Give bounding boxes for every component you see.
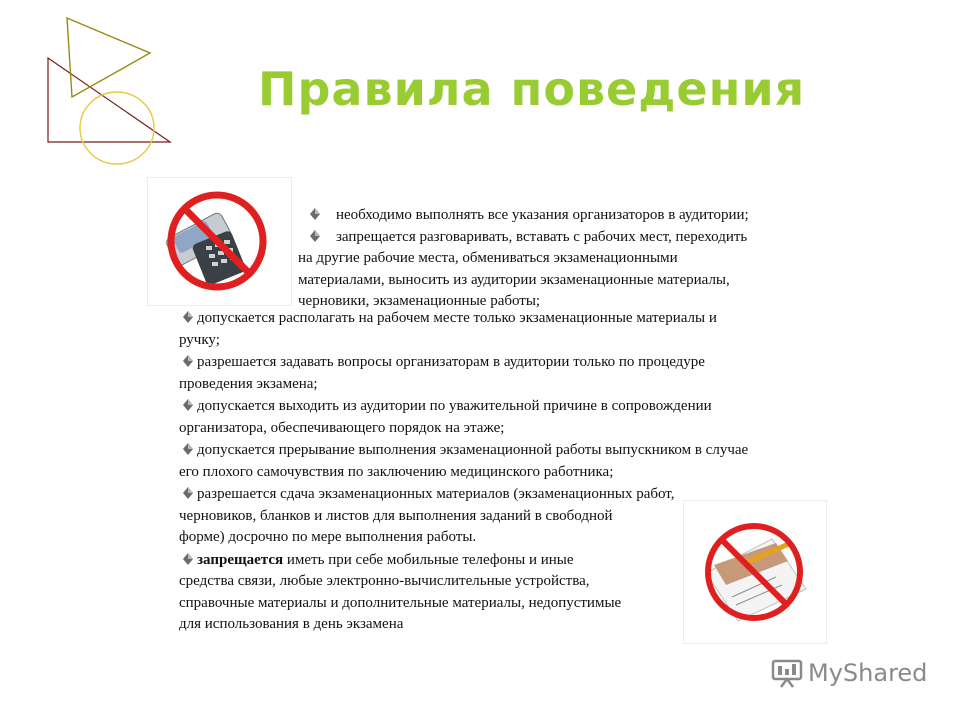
- list-item: запрещается иметь при себе мобильные телефоны и иные средства связи, любые электронно-вычислительные устройства, справочные материалы и дополнительные материалы, недопустимые для использования в день экзамена: [179, 551, 622, 632]
- list-item: разрешается сдача экзаменационных материалов (экзаменационных работ, черновиков, бланков и листов для выполнения заданий в свободной форме) досрочно по мере выполнения работы.: [179, 486, 675, 545]
- watermark-text: MyShared: [808, 659, 928, 687]
- top-rules-block: [298, 205, 749, 313]
- list-item: разрешается задавать вопросы организаторам в аудитории только по процедуре проведения экзамена;: [179, 354, 705, 392]
- list-item-continued: черновики, экзаменационные работы;: [298, 293, 541, 309]
- page-title: Правила поведения: [258, 62, 806, 116]
- list-item-continued: на другие рабочие места, обмениваться экзаменационными: [298, 250, 678, 266]
- list-item-continued: материалами, выносить из аудитории экзаменационные материалы,: [298, 271, 730, 288]
- list-item: допускается выходить из аудитории по уважительной причине в сопровождении организатора, обеспечивающего порядок на этаже;: [179, 398, 712, 436]
- watermark-logo: [770, 656, 927, 690]
- bullet-icon: [183, 399, 193, 411]
- bullet-icon: [183, 443, 193, 455]
- bullet-icon: [183, 487, 193, 499]
- list-item: допускается прерывание выполнения экзаменационной работы выпускником в случае его плохого самочувствия по заключению медицинского работника;: [179, 442, 749, 480]
- bullet-icon: [183, 355, 193, 367]
- bullet-icon: [310, 208, 320, 220]
- bullet-icon: [183, 311, 193, 323]
- bullet-icon: [310, 230, 320, 242]
- main-rules-block: [179, 308, 748, 636]
- list-item: допускается располагать на рабочем месте только экзаменационные материалы и ручку;: [179, 310, 717, 348]
- decorative-shapes: [0, 0, 200, 180]
- no-phone-image: [147, 177, 292, 306]
- list-item: необходимо выполнять все указания организаторов в аудитории;: [298, 205, 749, 227]
- list-item: запрещается разговаривать, вставать с рабочих мест, переходить: [298, 227, 749, 249]
- bullet-icon: [183, 553, 193, 565]
- presentation-icon: [770, 658, 804, 688]
